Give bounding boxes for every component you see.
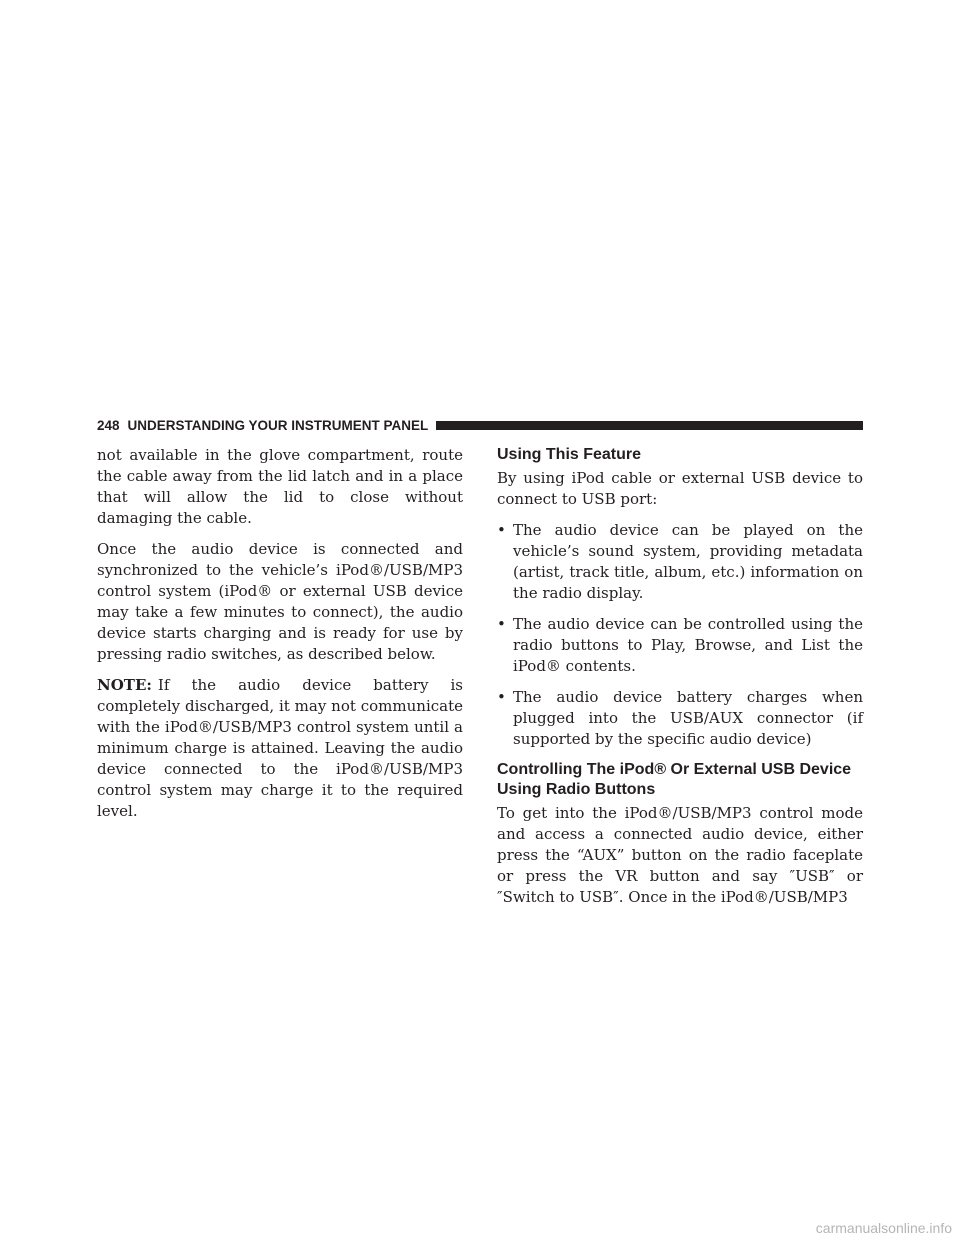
list-item (497, 520, 863, 604)
bullet-icon: • (497, 615, 506, 633)
header-rule (436, 421, 863, 430)
note-text: If the audio device battery is completely discharged, it may not communicate with the iPod®/USB/MP3 control system until a minimum charge is attained. Leaving the audio device connected to the iPod®/USB/MP3 control system may charge it to the required level. (97, 676, 463, 820)
watermark: carmanualsonline.info (815, 1220, 952, 1236)
right-column (497, 445, 863, 918)
intro-paragraph: By using iPod cable or external USB device to connect to USB port: (497, 469, 863, 508)
note-label: NOTE: (97, 676, 152, 694)
list-item-text: The audio device can be controlled using the radio buttons to Play, Browse, and List the iPod® contents. (513, 615, 863, 675)
list-item (497, 614, 863, 677)
left-column (97, 445, 463, 832)
list-item-text: The audio device battery charges when plugged into the USB/AUX connector (if supported by the specific audio device) (513, 688, 863, 748)
left-paragraph-1: not available in the glove compartment, route the cable away from the lid latch and in a place that will allow the lid to close without damaging the cable. (97, 446, 463, 527)
section-title: UNDERSTANDING YOUR INSTRUMENT PANEL (127, 417, 429, 433)
feature-list (497, 520, 863, 750)
page-number: 248 (97, 417, 120, 433)
heading-controlling-ipod: Controlling The iPod® Or External USB Device Using Radio Buttons (497, 761, 852, 798)
control-paragraph: To get into the iPod®/USB/MP3 control mode and access a connected audio device, either press the “AUX” button on the radio faceplate or press the VR button and say ″USB″ or ″Switch to USB″. Once in the iPod®/USB/MP3 (497, 804, 863, 906)
list-item (497, 687, 863, 750)
left-paragraph-2: Once the audio device is connected and synchronized to the vehicle’s iPod®/USB/MP3 control system (iPod® or external USB device may take a few minutes to connect), the audio device starts charging and is ready for use by pressing radio switches, as described below. (97, 540, 463, 663)
page-header (97, 417, 863, 433)
bullet-icon: • (497, 688, 506, 706)
heading-using-this-feature: Using This Feature (497, 446, 642, 463)
list-item-text: The audio device can be played on the vehicle’s sound system, providing metadata (artist, track title, album, etc.) information on the radio display. (513, 521, 863, 602)
bullet-icon: • (497, 521, 506, 539)
note-paragraph (97, 675, 463, 822)
